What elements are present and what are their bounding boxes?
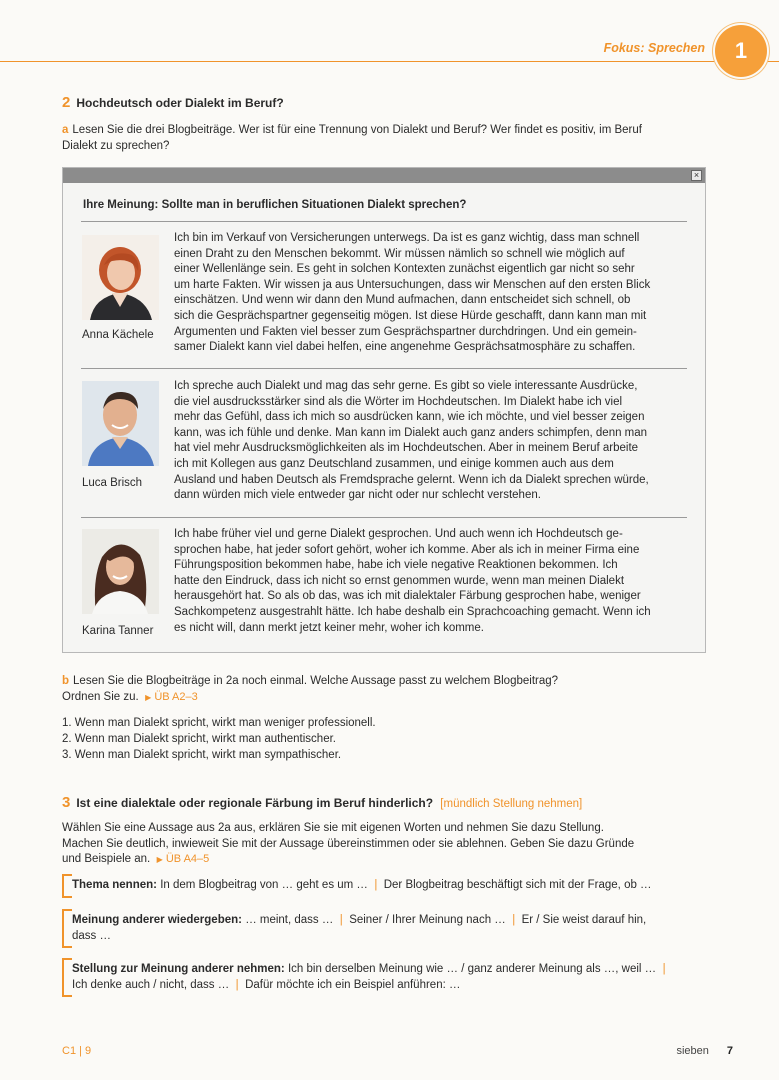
page-word: sieben — [676, 1045, 709, 1057]
window-title-bar — [63, 168, 705, 183]
divider — [81, 221, 687, 222]
task-tag: [mündlich Stellung nehmen] — [440, 798, 583, 810]
post-line: Ich spreche auch Dialekt und mag das sehr gerne. Es gibt so viele interessante Ausdrücke, — [174, 380, 638, 392]
post-line: dann würden mich viele entweder gar nicht oder nur schlecht verstehen. — [174, 489, 541, 502]
task-2b-instruction — [62, 674, 742, 705]
workbook-ref-label: ÜB A2–3 — [154, 690, 198, 703]
post-line: hatte den Eindruck, dass ich nicht so ernst genommen wurde, wenn man meinen Dialekt — [174, 574, 625, 587]
play-arrow-icon: ▶ — [145, 692, 152, 702]
phrase-heading: Meinung anderer wiedergeben: — [72, 914, 242, 926]
list-item: 3. Wenn man Dialekt spricht, wirkt man sympathischer. — [62, 749, 342, 761]
phrase-text: Der Blogbeitrag beschäftigt sich mit der Frage, ob … — [383, 879, 652, 891]
page-number: 7 — [726, 1045, 733, 1057]
close-icon[interactable]: × — [691, 170, 702, 181]
divider — [81, 517, 687, 518]
task-2-heading — [62, 95, 284, 113]
phrase-text: Er / Sie weist darauf hin, — [521, 914, 647, 926]
post-line: kann, was ich fühle und denke. Man kann im Dialekt auch ganz anders schimpfen, denn man — [174, 426, 648, 439]
divider — [81, 368, 687, 369]
post-line: einen Draht zu den Menschen bekommt. Wir müssen nämlich so schnell wie möglich auf — [174, 247, 625, 260]
instruction-line: Ordnen Sie zu. — [62, 690, 139, 703]
post-line: Führungsposition bekommen habe, habe ich viele negative Reaktionen bekommen. Ich — [174, 559, 618, 572]
instruction-line: und Beispiele an. — [62, 853, 151, 865]
phrase-text: Ich denke auch / nicht, dass … — [72, 978, 230, 991]
footer-page — [676, 1044, 733, 1060]
blog-window — [62, 167, 706, 653]
workbook-ref-label: ÜB A4–5 — [165, 853, 210, 865]
post-line: mehr das Gefühl, dass ich mich so ausdrücken kann, wie ich möchte, und viel besser zeigen — [174, 411, 645, 424]
task-2a-instruction — [62, 123, 742, 154]
chapter-badge: 1 — [715, 25, 767, 77]
sub-letter: a — [62, 124, 69, 136]
blog-post-luca — [174, 379, 692, 504]
blog-question: Ihre Meinung: Sollte man in beruflichen Situationen Dialekt sprechen? — [83, 199, 467, 211]
instruction-line: Dialekt zu sprechen? — [62, 139, 170, 152]
task-3-heading — [62, 795, 582, 813]
phrase-box-topic: Thema nennen: In dem Blogbeitrag von … geht es um … | Der Blogbeitrag beschäftigt sich mit der Frage, ob … — [62, 874, 712, 898]
phrase-heading: Thema nennen: — [72, 879, 157, 891]
instruction-line: Lesen Sie die drei Blogbeiträge. Wer ist für eine Trennung von Dialekt und Beruf? Wer findet es positiv, im Beruf — [72, 124, 642, 136]
post-line: Sachkompetenz ausgestrahlt hätte. Ich habe deshalb ein Sprachcoaching gemacht. Wenn ich — [174, 605, 651, 618]
task-title: Ist eine dialektale oder regionale Färbung im Beruf hinderlich? — [76, 796, 434, 810]
workbook-ref[interactable] — [157, 853, 210, 865]
phrase-box-stance: Stellung zur Meinung anderer nehmen: Ich bin derselben Meinung wie … / ganz anderer Meinung als …, weil … | Ich denke auch / nicht, dass … | Dafür möchte ich ein Beispiel anführen: … — [62, 958, 712, 997]
play-arrow-icon: ▶ — [156, 855, 163, 864]
post-line: herausgehört hat. So als ob das, was ich mit dialektaler Färbung gesprochen habe, weniger — [174, 590, 641, 603]
post-line: einer Wellenlänge sein. Es geht in solchen Kontexten zunächst eigentlich gar nicht so sehr — [174, 263, 635, 276]
author-name: Luca Brisch — [82, 477, 143, 489]
post-line: samer Dialekt kann viel dabei helfen, eine angenehme Gesprächsatmosphäre zu schaffen. — [174, 341, 636, 354]
instruction-line: Wählen Sie eine Aussage aus 2a aus, erklären Sie sie mit eigenen Worten und nehmen Sie dazu Stellung. — [62, 822, 604, 834]
post-line: sprochen habe, hat jeder sofort gehört, woher ich komme. Aber als ich in meiner Firma eine — [174, 543, 640, 556]
sub-letter: b — [62, 675, 70, 687]
instruction-line: Lesen Sie die Blogbeiträge in 2a noch einmal. Welche Aussage passt zu welchem Blogbeitrag? — [73, 675, 559, 687]
footer-level: C1 | 9 — [62, 1045, 92, 1057]
avatar-anna — [82, 235, 159, 320]
phrase-heading: Stellung zur Meinung anderer nehmen: — [72, 963, 285, 975]
post-line: hat viel mehr Ausdrucksmöglichkeiten als im Hochdeutschen. Aber in meinem Beruf arbeite — [174, 442, 639, 455]
post-line: Ausland und haben Deutsch als Fremdsprache gelernt. Wenn ich da Dialekt sprechen würde, — [174, 473, 649, 486]
avatar-luca — [82, 381, 159, 466]
phrase-text: Ich bin derselben Meinung wie … / ganz anderer Meinung als …, weil … — [287, 963, 657, 975]
post-line: Argumenten und Fakten viel besser zum Gesprächspartner durchdringen. Und ein gemein- — [174, 325, 637, 338]
instruction-line: Machen Sie deutlich, inwieweit Sie mit der Aussage übereinstimmen oder sie ablehnen. Geben Sie dazu Gründe — [62, 837, 635, 850]
header-rule — [0, 61, 779, 62]
section-label: Fokus: Sprechen — [603, 41, 705, 55]
author-name: Karina Tanner — [82, 625, 154, 637]
phrase-text: … meint, dass … — [245, 914, 334, 926]
post-line: ich mit Kollegen aus ganz Deutschland zusammen, und einige kommen auch aus dem — [174, 457, 614, 470]
task-number: 2 — [62, 94, 71, 111]
workbook-ref[interactable] — [145, 691, 198, 703]
post-line: Ich bin im Verkauf von Versicherungen unterwegs. Da ist es ganz wichtig, dass man schnell — [174, 232, 640, 244]
list-item: 2. Wenn man Dialekt spricht, wirkt man authentischer. — [62, 733, 336, 745]
post-line: Ich habe früher viel und gerne Dialekt gesprochen. Und auch wenn ich Hochdeutsch ge- — [174, 528, 623, 540]
blog-post-anna — [174, 231, 692, 356]
avatar-karina — [82, 529, 159, 614]
phrase-box-opinion: Meinung anderer wiedergeben: … meint, dass … | Seiner / Ihrer Meinung nach … | Er / Sie weist darauf hin, dass … — [62, 909, 712, 948]
post-line: es nicht will, dann merkt jetzt keiner mehr, woher ich komme. — [174, 621, 484, 634]
task-title: Hochdeutsch oder Dialekt im Beruf? — [76, 96, 284, 110]
phrase-text: Seiner / Ihrer Meinung nach … — [349, 914, 506, 926]
task-number: 3 — [62, 794, 71, 811]
blog-post-karina — [174, 527, 692, 636]
list-item: 1. Wenn man Dialekt spricht, wirkt man weniger professionell. — [62, 717, 376, 729]
phrase-text: dass … — [72, 929, 111, 942]
post-line: einschätzen. Und wenn wir dann den Mund aufmachen, dann entscheidet sich schnell, ob — [174, 294, 631, 307]
phrase-text: In dem Blogbeitrag von … geht es um … — [160, 879, 368, 891]
post-line: die viel ausdrucksstärker sind als die Wörter im Hochdeutschen. Im Dialekt habe ich viel — [174, 395, 623, 408]
author-name: Anna Kächele — [82, 329, 154, 341]
post-line: sich die Gesprächspartner gegenseitig mögen. Ist diese Hürde geschafft, dann kann man mit — [174, 309, 647, 322]
phrase-text: Dafür möchte ich ein Beispiel anführen: … — [245, 978, 461, 991]
task-3-instruction — [62, 821, 742, 868]
post-line: um harte Fakten. Wir wissen ja aus Untersuchungen, dass wir Menschen auf den ersten Blick — [174, 278, 651, 291]
